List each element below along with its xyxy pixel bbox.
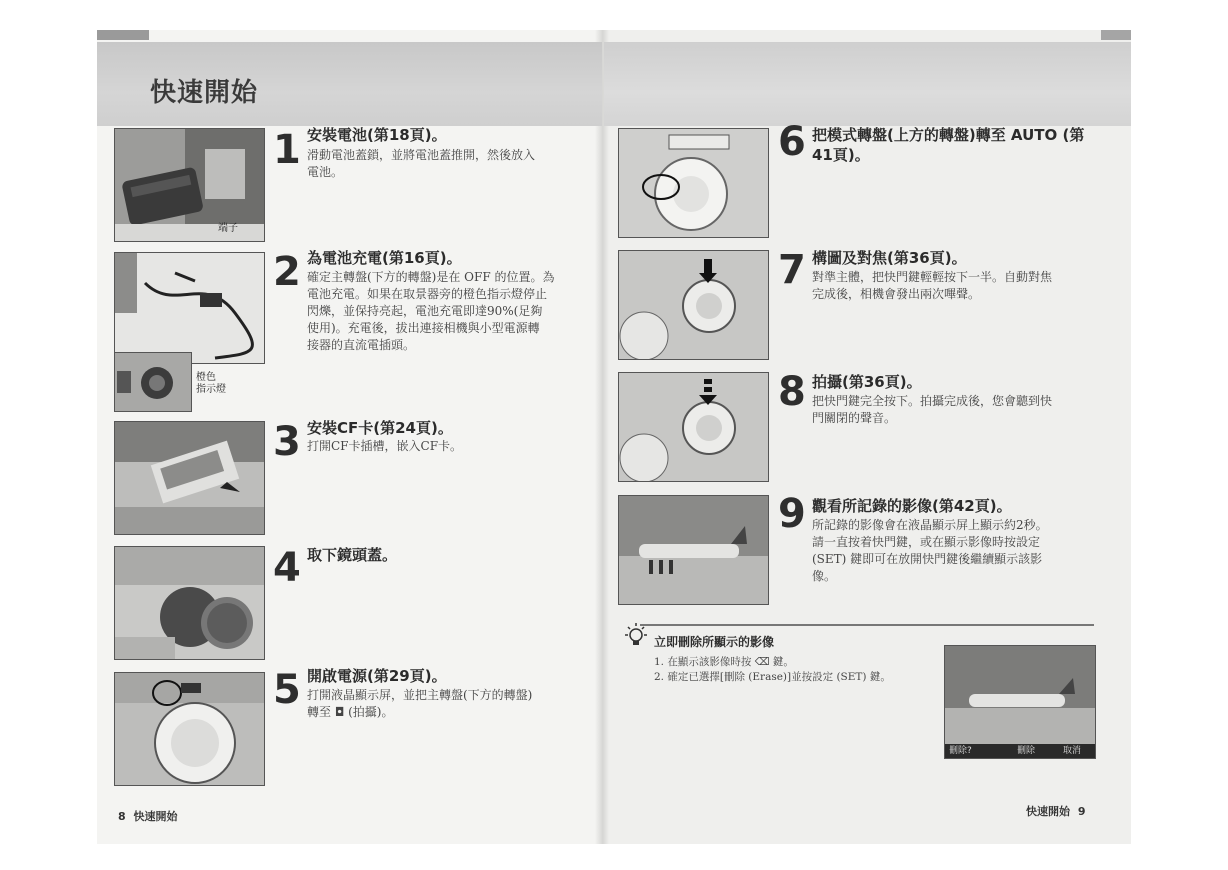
step-9-body (812, 517, 1048, 585)
step-number-8: 8 (778, 369, 806, 415)
step-5-line-1: 打開液晶顯示屏，並把主轉盤(下方的轉盤) (307, 688, 533, 702)
photo-cf-card (114, 421, 265, 535)
airplane-photo-illustration (619, 496, 768, 604)
step-2-line-2: 電池充電。如果在取景器旁的橙色指示燈停止 (307, 287, 548, 301)
step-9-line-3: (SET) 鍵即可在放開快門鍵後繼續顯示該影 (812, 552, 1043, 566)
photo-half-press (618, 250, 769, 360)
lcd-erase-option: 刪除 (1017, 746, 1036, 756)
header-band-right (604, 42, 1131, 126)
photo-orange-lamp (114, 352, 192, 412)
step-1-line-2: 電池。 (307, 165, 344, 179)
step-7-line-1: 對準主體，把快門鍵輕輕按下一半。自動對焦 (812, 270, 1053, 284)
step-4-title: 取下鏡頭蓋。 (307, 546, 398, 564)
step-9-title: 觀看所記錄的影像(第42頁)。 (812, 497, 1012, 515)
step-number-2: 2 (273, 249, 301, 295)
step-8-title: 拍攝(第36頁)。 (812, 373, 922, 391)
tip-line-1: 1. 在顯示該影像時按 ⌫ 鍵。 (654, 656, 794, 668)
step-6-title-line-2: 41頁)。 (812, 146, 870, 164)
photo-airplane (618, 495, 769, 605)
step-5-title: 開啟電源(第29頁)。 (307, 667, 447, 685)
camera-viewfinder-illustration (115, 353, 191, 411)
lcd-erase-question: 刪除? (949, 746, 972, 756)
step-2-body (307, 269, 554, 354)
section-tab-right (1101, 30, 1131, 40)
step-7-body (812, 269, 1052, 303)
lightbulb-svg (622, 622, 650, 650)
step-2-line-1: 確定主轉盤(下方的轉盤)是在 OFF 的位置。為 (307, 270, 555, 284)
shutter-half-illustration (619, 251, 768, 359)
footer-left-text: 快速開始 (133, 810, 178, 823)
step-6-title-line-1: 把模式轉盤(上方的轉盤)轉至 AUTO (第 (812, 126, 1085, 144)
charger-illustration (115, 253, 264, 363)
step-2-title: 為電池充電(第16頁)。 (307, 249, 462, 267)
step-7-line-2: 完成後，相機會發出兩次嗶聲。 (812, 287, 981, 301)
step-number-9: 9 (778, 491, 806, 537)
step-8-line-1: 把快門鍵完全按下。拍攝完成後，您會聽到快 (812, 394, 1053, 408)
photo-mode-dial-top (618, 128, 769, 238)
step-number-7: 7 (778, 247, 806, 293)
step-3-line-1: 打開CF卡插槽，嵌入CF卡。 (307, 439, 463, 453)
lcd-erase-screen (944, 645, 1096, 759)
step-3-body (307, 438, 462, 455)
step-number-1: 1 (273, 127, 301, 173)
step-1-title: 安裝電池(第18頁)。 (307, 126, 447, 144)
lcd-airplane-illustration (945, 646, 1095, 758)
tip-divider (640, 624, 1094, 626)
mode-dial-illustration (619, 129, 768, 237)
step-5-body (307, 687, 532, 721)
main-dial-illustration (115, 673, 264, 785)
shutter-full-illustration (619, 373, 768, 481)
photo-charger (114, 252, 265, 364)
step-number-4: 4 (273, 545, 301, 591)
page-number-right: 9 (1077, 805, 1086, 818)
step-8-body (812, 393, 1052, 427)
step-9-line-1: 所記錄的影像會在液晶顯示屏上顯示約2秒。 (812, 518, 1048, 532)
lens-cap-illustration (115, 547, 264, 659)
footer-right-text: 快速開始 (1026, 805, 1070, 818)
step-9-line-2: 請一直按着快門鍵，或在顯示影像時按設定 (812, 535, 1041, 549)
step-3-title: 安裝CF卡(第24頁)。 (307, 419, 453, 437)
step-number-3: 3 (273, 419, 301, 465)
caption-terminal: 端子 (218, 223, 238, 234)
step-2-line-3: 閃爍，並保持亮起，電池充電即達90%(足夠 (307, 304, 543, 318)
photo-lens-cap (114, 546, 265, 660)
step-number-5: 5 (273, 667, 301, 713)
caption-lamp: 指示燈 (196, 384, 226, 395)
step-1-line-1: 滑動電池蓋鎖，並將電池蓋推開，然後放入 (307, 148, 536, 162)
step-8-line-2: 門關閉的聲音。 (812, 411, 897, 425)
step-2-line-5: 接器的直流電插頭。 (307, 338, 416, 352)
step-1-body (307, 147, 535, 181)
book-gutter (595, 30, 609, 844)
page-title: 快速開始 (150, 78, 259, 108)
step-9-line-4: 像。 (812, 569, 837, 583)
battery-illustration (115, 129, 264, 241)
page-number-left: 8 (118, 810, 126, 823)
photo-mode-dial (114, 672, 265, 786)
photo-full-press (618, 372, 769, 482)
lightbulb-icon (622, 622, 650, 650)
step-6-title (812, 125, 1084, 165)
tip-line-2: 2. 確定已選擇[刪除 (Erase)]並按設定 (SET) 鍵。 (654, 671, 891, 683)
caption-orange: 橙色 (196, 372, 216, 383)
step-number-6: 6 (778, 119, 806, 165)
cf-card-illustration (115, 422, 264, 534)
tip-title: 立即刪除所顯示的影像 (654, 635, 775, 649)
section-tab (97, 30, 149, 40)
lcd-cancel-option: 取消 (1063, 746, 1082, 756)
footer-left (118, 808, 178, 824)
photo-battery-insert (114, 128, 265, 242)
step-5-line-2: 轉至 ◘ (拍攝)。 (307, 705, 394, 719)
step-7-title: 構圖及對焦(第36頁)。 (812, 249, 967, 267)
step-2-line-4: 使用)。充電後，拔出連接相機與小型電源轉 (307, 321, 540, 335)
footer-right (1026, 803, 1086, 819)
